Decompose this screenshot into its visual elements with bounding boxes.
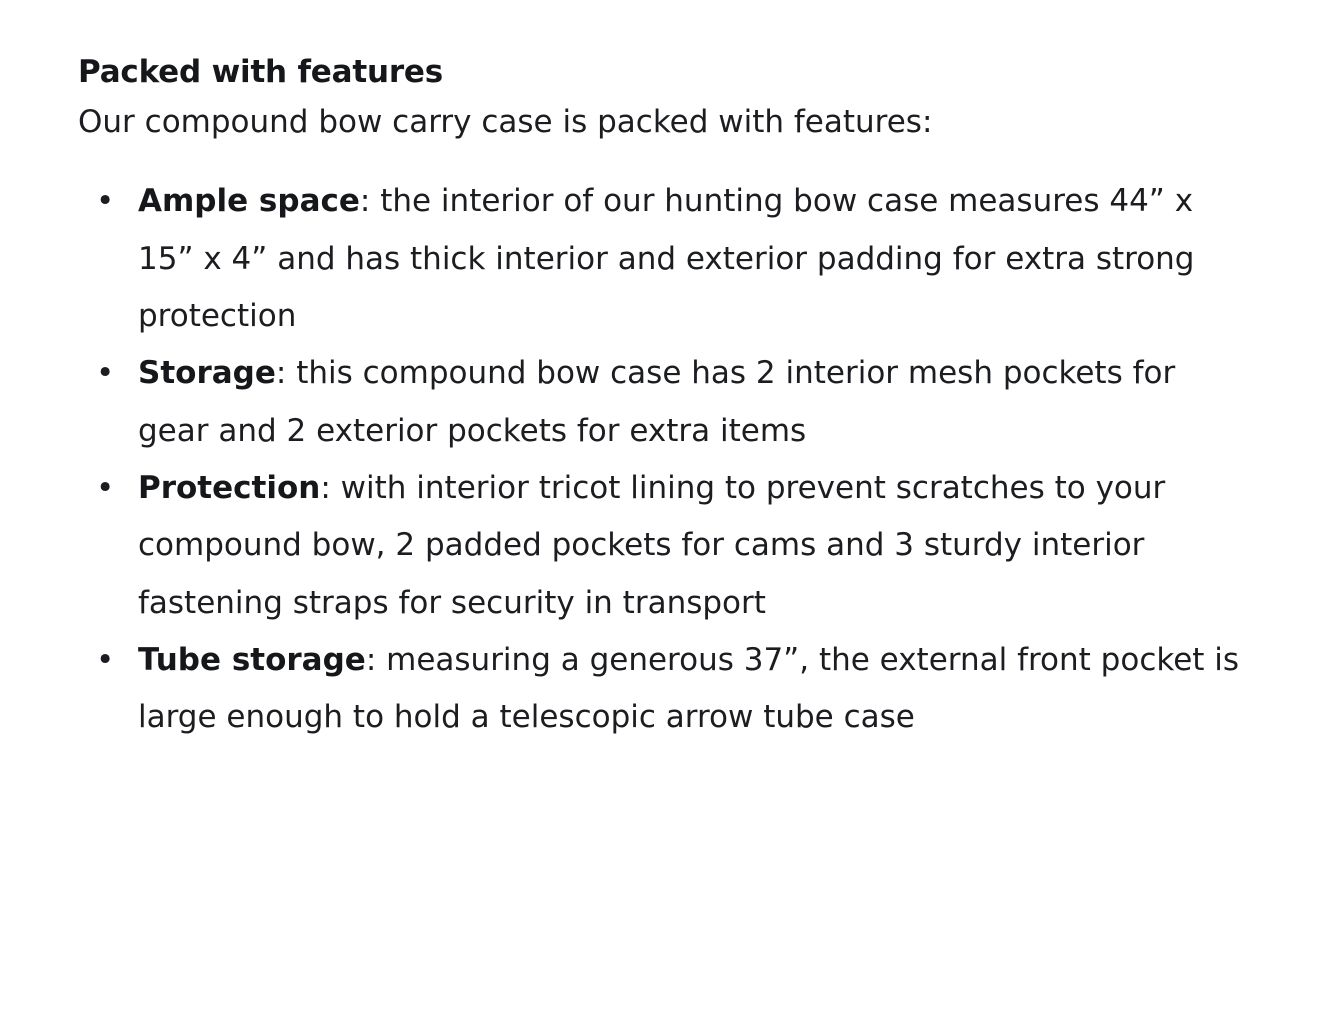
list-item (78, 632, 1242, 747)
feature-text: the interior of our hunting bow case measures 44” x 15” x 4” and has thick interior and exterior padding for extra strong protection (138, 183, 1195, 334)
feature-list (78, 173, 1242, 746)
feature-text: measuring a generous 37”, the external front pocket is large enough to hold a telescopic arrow tube case (138, 641, 1240, 736)
list-item (78, 345, 1242, 460)
feature-term: Protection (138, 469, 321, 506)
feature-separator: : (359, 183, 381, 220)
feature-separator: : (320, 469, 341, 506)
section-heading: Packed with features (78, 54, 444, 90)
feature-term: Storage (138, 355, 276, 392)
list-bullet-icon: • (96, 469, 115, 506)
feature-separator: : (275, 355, 297, 392)
list-bullet-icon: • (96, 641, 115, 678)
list-bullet-icon: • (96, 355, 115, 392)
list-item (78, 460, 1242, 632)
list-bullet-icon: • (96, 183, 115, 220)
feature-term: Tube storage (138, 641, 366, 678)
feature-separator: : (365, 641, 387, 678)
feature-text: with interior tricot lining to prevent scratches to your compound bow, 2 padded pockets for cams and 3 sturdy interior fastening straps for security in transport (138, 469, 1166, 621)
list-item (78, 173, 1242, 345)
feature-term: Ample space (138, 183, 360, 220)
section-intro: Our compound bow carry case is packed with features: (78, 104, 933, 141)
feature-text: this compound bow case has 2 interior mesh pockets for gear and 2 exterior pockets for extra items (138, 355, 1176, 449)
